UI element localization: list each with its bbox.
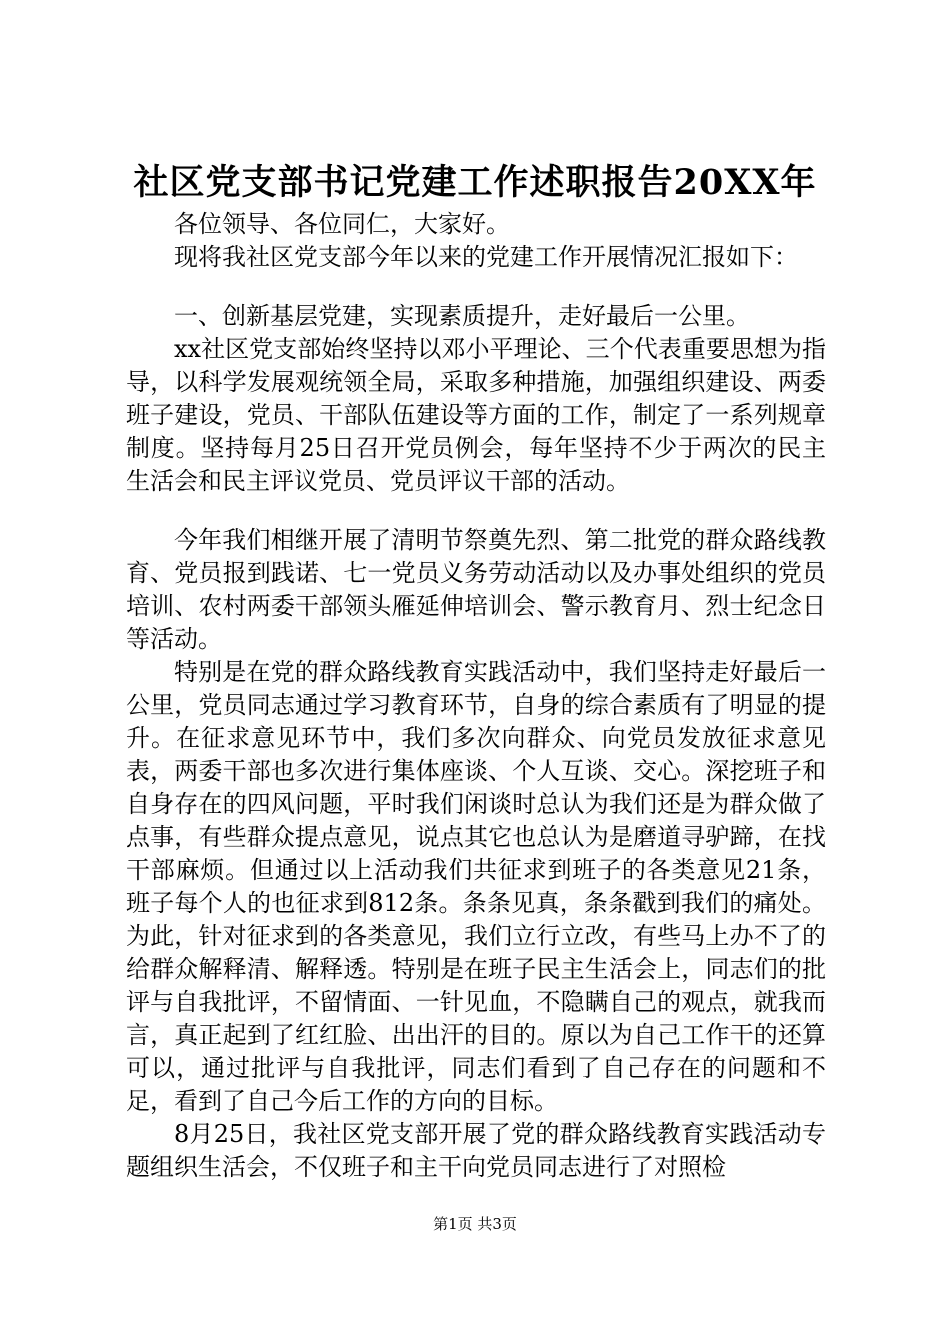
body-paragraph: 8月25日，我社区党支部开展了党的群众路线教育实践活动专题组织生活会，不仅班子和主干向党员同志进行了对照检 — [126, 1120, 826, 1181]
document-title: 社区党支部书记党建工作述职报告20XX年 — [133, 162, 817, 203]
page-number-footer: 第1页 共3页 — [433, 1215, 517, 1233]
body-paragraph: 今年我们相继开展了清明节祭奠先烈、第二批党的群众路线教育、党员报到践诺、七一党员义务劳动活动以及办事处组织的党员培训、农村两委干部领头雁延伸培训会、警示教育月、烈士纪念日等活动。 — [126, 526, 826, 653]
document-body — [126, 208, 826, 1184]
intro-paragraph: 现将我社区党支部今年以来的党建工作开展情况汇报如下： — [174, 243, 798, 271]
greeting-paragraph: 各位领导、各位同仁，大家好。 — [174, 210, 510, 238]
body-paragraph: 特别是在党的群众路线教育实践活动中，我们坚持走好最后一公里，党员同志通过学习教育环节，自身的综合素质有了明显的提升。在征求意见环节中，我们多次向群众、向党员发放征求意见表，两委干部也多次进行集体座谈、个人互谈、交心。深挖班子和自身存在的四风问题，平时我们闲谈时总认为我们还是为群众做了点事，有些群众提点意见，说点其它也总认为是磨道寻驴蹄，在找干部麻烦。但通过以上活动我们共征求到班子的各类意见21条，班子每个人的也征求到812条。条条见真，条条戳到我们的痛处。为此，针对征求到的各类意见，我们立行立改，有些马上办不了的给群众解释清、解释透。特别是在班子民主生活会上，同志们的批评与自我批评，不留情面、一针见血，不隐瞒自己的观点，就我而言，真正起到了红红脸、出出汗的目的。原以为自己工作干的还算可以，通过批评与自我批评，同志们看到了自己存在的问题和不足，看到了自己今后工作的方向的目标。 — [126, 658, 826, 1115]
body-paragraph: xx社区党支部始终坚持以邓小平理论、三个代表重要思想为指导，以科学发展观统领全局，采取多种措施，加强组织建设、两委班子建设，党员、干部队伍建设等方面的工作，制定了一系列规章制度。坚持每月25日召开党员例会，每年坚持不少于两次的民主生活会和民主评议党员、党员评议干部的活动。 — [126, 335, 826, 495]
section-heading: 一、创新基层党建，实现素质提升，走好最后一公里。 — [174, 302, 750, 330]
